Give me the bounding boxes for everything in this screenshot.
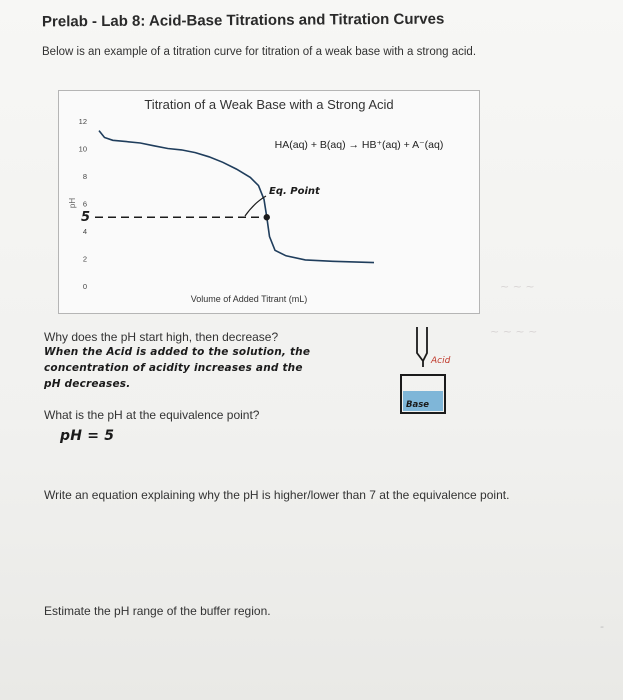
eq-point-marker [264, 214, 270, 220]
question-2: What is the pH at the equivalence point? [44, 408, 260, 422]
titration-chart [58, 90, 480, 314]
eq-point-label: Eq. Point [269, 186, 320, 197]
page-title: Prelab - Lab 8: Acid-Base Titrations and Titration Curves [41, 10, 445, 31]
y-tick-label: 6 [82, 199, 87, 209]
answer-1-line-3: pH decreases. [44, 378, 131, 390]
chart-title: Titration of a Weak Base with a Strong Acid [144, 97, 394, 112]
bleed-through-mark: ~ ~ ~ ~ [490, 325, 538, 338]
y-tick-label: 12 [78, 117, 87, 126]
bleed-through-mark: ~ ~ ~ [500, 280, 535, 293]
hand-y-label: 5 [81, 210, 91, 225]
y-tick-label: 2 [82, 254, 87, 264]
question-1: Why does the pH start high, then decrease? [44, 330, 279, 344]
answer-2: pH = 5 [60, 428, 115, 444]
answer-1-line-2: concentration of acidity increases and the [44, 362, 303, 374]
y-tick-label: 0 [82, 282, 87, 291]
equivalence-annotation [245, 186, 321, 216]
beaker-sketch [395, 325, 465, 420]
y-axis-label: pH [68, 197, 77, 209]
base-label: Base [406, 400, 430, 410]
titration-chart-svg [59, 91, 479, 313]
question-3: Write an equation explaining why the pH is higher/lower than 7 at the equivalence point. [44, 488, 510, 502]
y-tick-label: 8 [82, 172, 87, 181]
question-4: Estimate the pH range of the buffer region. [44, 604, 271, 618]
y-tick-label: 10 [78, 144, 87, 154]
intro-text: Below is an example of a titration curve for titration of a weak base with a strong acid. [42, 46, 477, 58]
eq-pointer-arrow [245, 196, 266, 216]
y-tick-label: 4 [82, 227, 87, 236]
answer-1-line-1: When the Acid is added to the solution, the [44, 346, 311, 358]
acid-label: Acid [431, 356, 451, 366]
beaker-drawing [395, 325, 465, 420]
burette-icon [417, 327, 423, 367]
x-axis-label: Volume of Added Titrant (mL) [190, 294, 308, 304]
y-tick-labels [79, 117, 87, 291]
chart-equation: HA(aq) + B(aq) → HB⁺(aq) + A⁻(aq) [274, 139, 444, 151]
bleed-through-mark: - [600, 620, 604, 633]
